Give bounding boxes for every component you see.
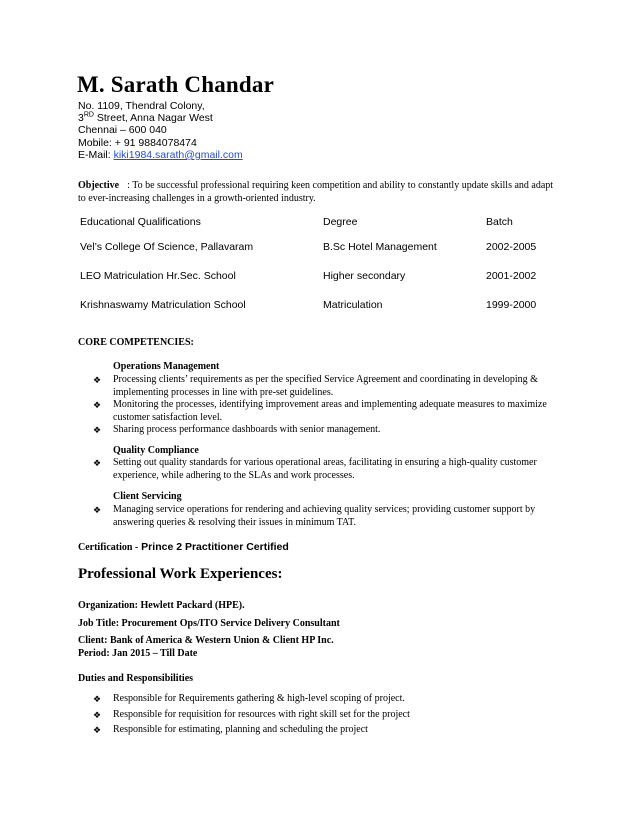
education-batch: 2001-2002 [486,269,537,282]
education-degree: B.Sc Hotel Management [323,240,437,253]
duties-heading: Duties and Responsibilities [78,673,194,684]
period: Period: Jan 2015 – Till Date [78,647,198,659]
address-line-3: Chennai – 600 040 [78,124,167,137]
contact-block [78,100,378,161]
competency-list-quality [93,457,563,482]
education-degree: Higher secondary [323,269,406,282]
experience-heading: Professional Work Experiences: [78,566,283,582]
list-item: ❖ Monitoring the processes, identifying improvement areas and implementing adequate measures to maximize customer satisfaction level. [93,399,547,423]
diamond-bullet-icon: ❖ [93,725,102,735]
objective-section [78,179,560,205]
certification-label: Certification - [78,542,139,553]
core-competencies-heading: CORE COMPETENCIES: [78,337,194,348]
certification-value: Prince 2 Practitioner Certified [138,541,289,553]
diamond-bullet-icon: ❖ [93,458,102,468]
ordinal-suffix: RD [83,111,94,119]
education-institution: Krishnaswamy Matriculation School [80,298,246,311]
table-row [80,261,560,290]
objective-text: : To be successful professional requiring keen competition and ability to constantly update skills and adapt to ever-increasing challenges in a growth-oriented industry. [78,180,554,204]
email-link[interactable]: kiki1984.sarath@gmail.com [113,148,243,161]
list-item: ❖ Processing clients’ requirements as per the specified Service Agreement and coordinating in developing & implementing processes in line with pre-set guidelines. [93,374,538,398]
candidate-name: M. Sarath Chandar [77,72,275,97]
list-item: ❖ Responsible for estimating, planning and scheduling the project [93,724,368,735]
education-batch: 1999-2000 [486,298,537,311]
diamond-bullet-icon: ❖ [93,694,102,704]
competency-group-title: Operations Management [113,361,220,372]
competency-group-title: Client Servicing [113,491,182,502]
list-item: ❖ Setting out quality standards for various operational areas, facilitating in ensuring a high-quality customer experience, while adhering to the SLAs and work processes. [93,457,537,481]
diamond-bullet-icon: ❖ [93,425,102,435]
objective-label: Objective [78,180,120,191]
competency-list-operations [93,374,563,437]
address-line-2: 3RD Street, Anna Nagar West [78,111,213,125]
duties-list [93,693,563,737]
table-row [80,290,560,319]
experience-details [78,600,340,691]
diamond-bullet-icon: ❖ [93,505,102,515]
education-header-row [80,212,560,232]
list-item: ❖ Managing service operations for rendering and achieving quality services; providing customer support by answering queries & resolving their issues in minimum TAT. [93,504,536,528]
diamond-bullet-icon: ❖ [93,709,102,720]
certification-line [78,541,289,553]
competency-list-client [93,504,563,529]
list-item: ❖ Responsible for requisition for resources with right skill set for the project [93,708,410,720]
education-header-batch: Batch [486,216,513,228]
job-title: Job Title: Procurement Ops/ITO Service Delivery Consultant [78,617,340,629]
education-institution: Vel’s College Of Science, Pallavaram [80,240,254,253]
education-header-qualification: Educational Qualifications [80,216,201,228]
client: Client: Bank of America & Western Union & Client HP Inc. [78,635,334,646]
competency-group-title: Quality Compliance [113,445,199,456]
email-line: E-Mail: kiki1984.sarath@gmail.com [78,148,243,161]
education-degree: Matriculation [323,298,383,311]
education-batch: 2002-2005 [486,240,537,253]
address-line-1: No. 1109, Thendral Colony, [78,100,205,112]
mobile-number: Mobile: + 91 9884078474 [78,136,197,149]
list-item: ❖ Responsible for Requirements gathering & high-level scoping of project. [93,693,405,704]
education-institution: LEO Matriculation Hr.Sec. School [80,269,236,282]
list-item: ❖ Sharing process performance dashboards with senior management. [93,424,381,435]
diamond-bullet-icon: ❖ [93,375,102,385]
education-header-degree: Degree [323,216,358,228]
organization: Organization: Hewlett Packard (HPE). [78,600,245,611]
education-table [80,212,560,319]
table-row [80,232,560,261]
diamond-bullet-icon: ❖ [93,400,102,410]
